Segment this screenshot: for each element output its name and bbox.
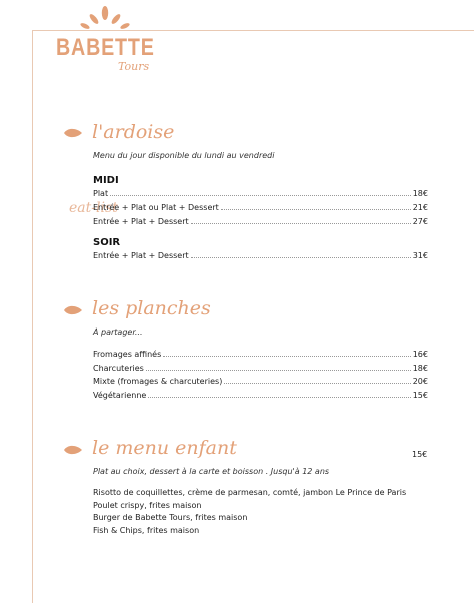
- babette-logo: [56, 6, 154, 72]
- menu-item-label: Entrée + Plat + Dessert: [93, 217, 189, 226]
- menu-row: [93, 347, 428, 359]
- dotted-leader: [110, 195, 411, 196]
- sun-burst-icon: [78, 6, 132, 32]
- menu-item-label: Mixte (fromages & charcuteries): [93, 377, 223, 386]
- leaf-bullet-icon: [63, 445, 83, 455]
- logo-name: BABETTE: [56, 34, 155, 61]
- watermark-text: eat-list: [69, 200, 118, 216]
- group-title-midi: MIDI: [93, 175, 119, 186]
- list-item: Burger de Babette Tours, frites maison: [93, 513, 248, 522]
- section-title-enfant: le menu enfant: [92, 437, 237, 459]
- menu-row: [93, 361, 428, 373]
- menu-item-label: Végétarienne: [93, 391, 147, 400]
- leaf-bullet-icon: [63, 305, 83, 315]
- menu-item-price: 18€: [412, 189, 428, 198]
- menu-item-price: 18€: [412, 364, 428, 373]
- dotted-leader: [221, 209, 411, 210]
- menu-item-price: 16€: [412, 350, 428, 359]
- menu-enfant-price: 15€: [412, 450, 428, 459]
- section-title-ardoise: l'ardoise: [92, 121, 175, 143]
- list-item: Poulet crispy, frites maison: [93, 501, 202, 510]
- menu-item-price: 15€: [412, 391, 428, 400]
- leaf-bullet-icon: [63, 128, 83, 138]
- page-border-left: [32, 30, 33, 603]
- section-subtitle-ardoise: Menu du jour disponible du lundi au vendredi: [93, 151, 275, 160]
- logo-city: Tours: [118, 60, 150, 73]
- dotted-leader: [148, 397, 410, 398]
- dotted-leader: [163, 356, 410, 357]
- menu-row: [93, 214, 428, 226]
- menu-item-label: Fromages affinés: [93, 350, 162, 359]
- dotted-leader: [146, 370, 411, 371]
- menu-item-price: 20€: [412, 377, 428, 386]
- menu-item-price: 21€: [412, 203, 428, 212]
- menu-item-label: Entrée + Plat ou Plat + Dessert: [93, 203, 219, 212]
- section-subtitle-enfant: Plat au choix, dessert à la carte et boisson . Jusqu'à 12 ans: [93, 467, 330, 476]
- dotted-leader: [191, 257, 411, 258]
- menu-item-price: 31€: [412, 251, 428, 260]
- menu-row: [93, 200, 428, 212]
- menu-item-label: Plat: [93, 189, 109, 198]
- list-item: Fish & Chips, frites maison: [93, 526, 200, 535]
- menu-item-price: 27€: [412, 217, 428, 226]
- group-title-soir: SOIR: [93, 237, 121, 248]
- menu-row: [93, 248, 428, 260]
- section-subtitle-planches: À partager...: [93, 328, 143, 337]
- menu-item-label: Charcuteries: [93, 364, 144, 373]
- list-item: Risotto de coquillettes, crème de parmesan, comté, jambon Le Prince de Paris: [93, 488, 407, 497]
- menu-row: [93, 186, 428, 198]
- menu-row: [93, 374, 428, 386]
- dotted-leader: [224, 383, 410, 384]
- section-title-planches: les planches: [92, 297, 211, 319]
- dotted-leader: [191, 223, 411, 224]
- menu-row: [93, 388, 428, 400]
- menu-item-label: Entrée + Plat + Dessert: [93, 251, 189, 260]
